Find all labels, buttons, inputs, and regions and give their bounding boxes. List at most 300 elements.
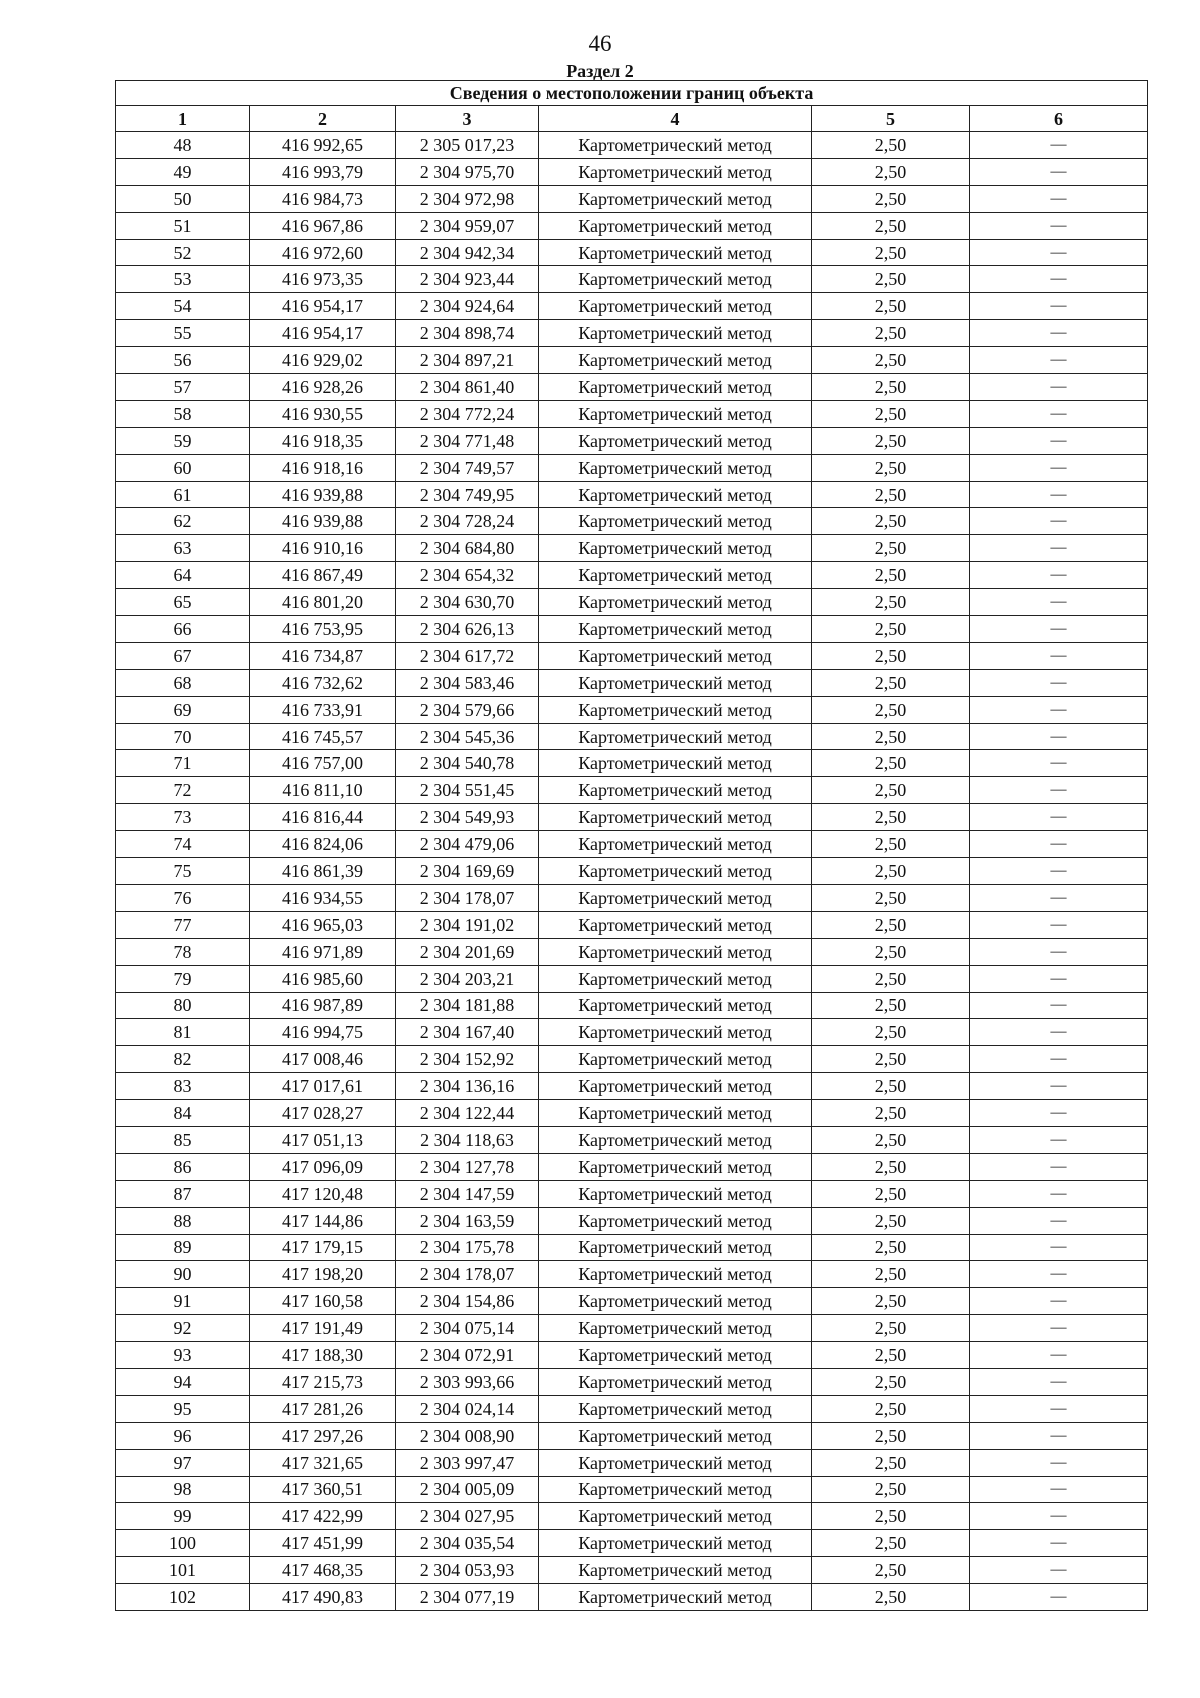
method-cell: Картометрический метод [539,1019,812,1046]
method-cell: Картометрический метод [539,535,812,562]
description-cell: — [970,1557,1148,1584]
accuracy-cell: 2,50 [812,454,970,481]
description-cell: — [970,266,1148,293]
accuracy-cell: 2,50 [812,965,970,992]
y-coordinate-cell: 2 304 008,90 [396,1422,539,1449]
description-cell: — [970,427,1148,454]
description-cell: — [970,723,1148,750]
accuracy-cell: 2,50 [812,1530,970,1557]
description-cell: — [970,239,1148,266]
accuracy-cell: 2,50 [812,1180,970,1207]
accuracy-cell: 2,50 [812,374,970,401]
point-number-cell: 56 [116,347,250,374]
table-row [116,132,1148,159]
point-number-cell: 78 [116,938,250,965]
table-row [116,1530,1148,1557]
table-row [116,1288,1148,1315]
point-number-cell: 49 [116,158,250,185]
description-cell: — [970,1584,1148,1611]
description-cell: — [970,589,1148,616]
accuracy-cell: 2,50 [812,212,970,239]
method-cell: Картометрический метод [539,696,812,723]
column-number-row [116,106,1148,132]
method-cell: Картометрический метод [539,911,812,938]
accuracy-cell: 2,50 [812,804,970,831]
y-coordinate-cell: 2 304 024,14 [396,1395,539,1422]
y-coordinate-cell: 2 304 551,45 [396,777,539,804]
x-coordinate-cell: 416 954,17 [250,293,396,320]
method-cell: Картометрический метод [539,347,812,374]
y-coordinate-cell: 2 304 072,91 [396,1342,539,1369]
method-cell: Картометрический метод [539,616,812,643]
point-number-cell: 58 [116,400,250,427]
description-cell: — [970,454,1148,481]
table-row [116,1315,1148,1342]
accuracy-cell: 2,50 [812,1153,970,1180]
y-coordinate-cell: 2 304 163,59 [396,1207,539,1234]
accuracy-cell: 2,50 [812,1019,970,1046]
table-row [116,696,1148,723]
table-row [116,1126,1148,1153]
method-cell: Картометрический метод [539,1368,812,1395]
table-row [116,1073,1148,1100]
accuracy-cell: 2,50 [812,1422,970,1449]
point-number-cell: 72 [116,777,250,804]
y-coordinate-cell: 2 304 583,46 [396,669,539,696]
y-coordinate-cell: 2 303 997,47 [396,1449,539,1476]
accuracy-cell: 2,50 [812,1100,970,1127]
point-number-cell: 65 [116,589,250,616]
point-number-cell: 50 [116,185,250,212]
accuracy-cell: 2,50 [812,669,970,696]
y-coordinate-cell: 2 304 175,78 [396,1234,539,1261]
point-number-cell: 94 [116,1368,250,1395]
table-row [116,454,1148,481]
table-row [116,642,1148,669]
y-coordinate-cell: 2 304 972,98 [396,185,539,212]
method-cell: Картометрический метод [539,1557,812,1584]
x-coordinate-cell: 416 733,91 [250,696,396,723]
description-cell: — [970,1476,1148,1503]
point-number-cell: 92 [116,1315,250,1342]
column-header: 5 [812,106,970,132]
accuracy-cell: 2,50 [812,1368,970,1395]
x-coordinate-cell: 417 028,27 [250,1100,396,1127]
method-cell: Картометрический метод [539,132,812,159]
y-coordinate-cell: 2 304 898,74 [396,320,539,347]
accuracy-cell: 2,50 [812,185,970,212]
description-cell: — [970,1530,1148,1557]
method-cell: Картометрический метод [539,777,812,804]
x-coordinate-cell: 417 096,09 [250,1153,396,1180]
table-row [116,777,1148,804]
accuracy-cell: 2,50 [812,992,970,1019]
description-cell: — [970,562,1148,589]
description-cell: — [970,1368,1148,1395]
point-number-cell: 75 [116,858,250,885]
method-cell: Картометрический метод [539,266,812,293]
point-number-cell: 90 [116,1261,250,1288]
accuracy-cell: 2,50 [812,938,970,965]
x-coordinate-cell: 416 753,95 [250,616,396,643]
accuracy-cell: 2,50 [812,1557,970,1584]
method-cell: Картометрический метод [539,1073,812,1100]
point-number-cell: 88 [116,1207,250,1234]
accuracy-cell: 2,50 [812,1073,970,1100]
table-row [116,750,1148,777]
table-row [116,1342,1148,1369]
x-coordinate-cell: 416 934,55 [250,884,396,911]
y-coordinate-cell: 2 304 654,32 [396,562,539,589]
method-cell: Картометрический метод [539,1503,812,1530]
description-cell: — [970,293,1148,320]
description-cell: — [970,1503,1148,1530]
table-row [116,1261,1148,1288]
table-caption: Сведения о местоположении границ объекта [116,81,1148,106]
description-cell: — [970,1046,1148,1073]
y-coordinate-cell: 2 304 684,80 [396,535,539,562]
accuracy-cell: 2,50 [812,1584,970,1611]
method-cell: Картометрический метод [539,239,812,266]
y-coordinate-cell: 2 304 617,72 [396,642,539,669]
method-cell: Картометрический метод [539,1046,812,1073]
description-cell: — [970,750,1148,777]
table-row [116,1395,1148,1422]
point-number-cell: 87 [116,1180,250,1207]
description-cell: — [970,992,1148,1019]
point-number-cell: 98 [116,1476,250,1503]
x-coordinate-cell: 416 732,62 [250,669,396,696]
method-cell: Картометрический метод [539,1395,812,1422]
y-coordinate-cell: 2 304 861,40 [396,374,539,401]
table-row [116,320,1148,347]
x-coordinate-cell: 417 297,26 [250,1422,396,1449]
table-caption-row [116,81,1148,106]
x-coordinate-cell: 416 811,10 [250,777,396,804]
y-coordinate-cell: 2 304 579,66 [396,696,539,723]
method-cell: Картометрический метод [539,1153,812,1180]
accuracy-cell: 2,50 [812,1449,970,1476]
x-coordinate-cell: 416 918,16 [250,454,396,481]
point-number-cell: 81 [116,1019,250,1046]
point-number-cell: 99 [116,1503,250,1530]
description-cell: — [970,1315,1148,1342]
method-cell: Картометрический метод [539,1449,812,1476]
description-cell: — [970,1288,1148,1315]
description-cell: — [970,347,1148,374]
point-number-cell: 84 [116,1100,250,1127]
accuracy-cell: 2,50 [812,642,970,669]
y-coordinate-cell: 2 304 771,48 [396,427,539,454]
x-coordinate-cell: 417 191,49 [250,1315,396,1342]
boundary-coordinates-table [115,80,1148,1611]
accuracy-cell: 2,50 [812,481,970,508]
table-row [116,239,1148,266]
x-coordinate-cell: 416 930,55 [250,400,396,427]
method-cell: Картометрический метод [539,212,812,239]
accuracy-cell: 2,50 [812,400,970,427]
y-coordinate-cell: 2 304 749,95 [396,481,539,508]
page-number: 46 [588,31,612,56]
description-cell: — [970,911,1148,938]
x-coordinate-cell: 416 985,60 [250,965,396,992]
description-cell: — [970,1422,1148,1449]
y-coordinate-cell: 2 304 035,54 [396,1530,539,1557]
x-coordinate-cell: 416 929,02 [250,347,396,374]
y-coordinate-cell: 2 304 749,57 [396,454,539,481]
point-number-cell: 64 [116,562,250,589]
x-coordinate-cell: 416 993,79 [250,158,396,185]
method-cell: Картометрический метод [539,481,812,508]
point-number-cell: 82 [116,1046,250,1073]
y-coordinate-cell: 2 304 027,95 [396,1503,539,1530]
x-coordinate-cell: 416 984,73 [250,185,396,212]
x-coordinate-cell: 416 801,20 [250,589,396,616]
point-number-cell: 54 [116,293,250,320]
description-cell: — [970,1342,1148,1369]
accuracy-cell: 2,50 [812,239,970,266]
y-coordinate-cell: 2 304 540,78 [396,750,539,777]
point-number-cell: 62 [116,508,250,535]
table-row [116,884,1148,911]
table-row [116,562,1148,589]
method-cell: Картометрический метод [539,669,812,696]
accuracy-cell: 2,50 [812,884,970,911]
accuracy-cell: 2,50 [812,696,970,723]
accuracy-cell: 2,50 [812,589,970,616]
method-cell: Картометрический метод [539,804,812,831]
y-coordinate-cell: 2 304 147,59 [396,1180,539,1207]
x-coordinate-cell: 417 490,83 [250,1584,396,1611]
table-row [116,535,1148,562]
y-coordinate-cell: 2 304 549,93 [396,804,539,831]
accuracy-cell: 2,50 [812,1476,970,1503]
point-number-cell: 102 [116,1584,250,1611]
table-row [116,212,1148,239]
method-cell: Картометрический метод [539,884,812,911]
point-number-cell: 59 [116,427,250,454]
accuracy-cell: 2,50 [812,562,970,589]
point-number-cell: 48 [116,132,250,159]
description-cell: — [970,481,1148,508]
table-row [116,1476,1148,1503]
table-row [116,669,1148,696]
table-row [116,1368,1148,1395]
table-row [116,1153,1148,1180]
y-coordinate-cell: 2 304 053,93 [396,1557,539,1584]
point-number-cell: 89 [116,1234,250,1261]
description-cell: — [970,777,1148,804]
x-coordinate-cell: 417 422,99 [250,1503,396,1530]
table-row [116,1046,1148,1073]
description-cell: — [970,374,1148,401]
y-coordinate-cell: 2 304 154,86 [396,1288,539,1315]
accuracy-cell: 2,50 [812,723,970,750]
table-row [116,911,1148,938]
method-cell: Картометрический метод [539,1584,812,1611]
x-coordinate-cell: 416 745,57 [250,723,396,750]
y-coordinate-cell: 2 304 626,13 [396,616,539,643]
y-coordinate-cell: 2 304 118,63 [396,1126,539,1153]
table-row [116,616,1148,643]
x-coordinate-cell: 416 824,06 [250,831,396,858]
table-row [116,858,1148,885]
x-coordinate-cell: 417 321,65 [250,1449,396,1476]
table-row [116,1234,1148,1261]
point-number-cell: 76 [116,884,250,911]
description-cell: — [970,1100,1148,1127]
description-cell: — [970,1180,1148,1207]
table-row [116,804,1148,831]
method-cell: Картометрический метод [539,858,812,885]
accuracy-cell: 2,50 [812,293,970,320]
y-coordinate-cell: 2 304 975,70 [396,158,539,185]
description-cell: — [970,884,1148,911]
accuracy-cell: 2,50 [812,132,970,159]
method-cell: Картометрический метод [539,1476,812,1503]
column-header: 6 [970,106,1148,132]
description-cell: — [970,669,1148,696]
y-coordinate-cell: 2 304 203,21 [396,965,539,992]
accuracy-cell: 2,50 [812,911,970,938]
x-coordinate-cell: 416 965,03 [250,911,396,938]
y-coordinate-cell: 2 304 178,07 [396,1261,539,1288]
y-coordinate-cell: 2 304 942,34 [396,239,539,266]
table-row [116,266,1148,293]
y-coordinate-cell: 2 304 136,16 [396,1073,539,1100]
accuracy-cell: 2,50 [812,777,970,804]
point-number-cell: 74 [116,831,250,858]
point-number-cell: 85 [116,1126,250,1153]
table-row [116,185,1148,212]
method-cell: Картометрический метод [539,750,812,777]
description-cell: — [970,831,1148,858]
description-cell: — [970,132,1148,159]
method-cell: Картометрический метод [539,1234,812,1261]
x-coordinate-cell: 417 215,73 [250,1368,396,1395]
table-row [116,374,1148,401]
method-cell: Картометрический метод [539,400,812,427]
table-row [116,1584,1148,1611]
y-coordinate-cell: 2 304 479,06 [396,831,539,858]
x-coordinate-cell: 417 017,61 [250,1073,396,1100]
x-coordinate-cell: 416 972,60 [250,239,396,266]
y-coordinate-cell: 2 304 545,36 [396,723,539,750]
table-row [116,938,1148,965]
x-coordinate-cell: 416 734,87 [250,642,396,669]
accuracy-cell: 2,50 [812,508,970,535]
point-number-cell: 91 [116,1288,250,1315]
y-coordinate-cell: 2 304 127,78 [396,1153,539,1180]
x-coordinate-cell: 417 281,26 [250,1395,396,1422]
column-header: 1 [116,106,250,132]
y-coordinate-cell: 2 304 181,88 [396,992,539,1019]
point-number-cell: 57 [116,374,250,401]
accuracy-cell: 2,50 [812,1261,970,1288]
point-number-cell: 83 [116,1073,250,1100]
description-cell: — [970,696,1148,723]
x-coordinate-cell: 416 939,88 [250,508,396,535]
accuracy-cell: 2,50 [812,1342,970,1369]
accuracy-cell: 2,50 [812,750,970,777]
y-coordinate-cell: 2 304 924,64 [396,293,539,320]
description-cell: — [970,508,1148,535]
method-cell: Картометрический метод [539,938,812,965]
method-cell: Картометрический метод [539,508,812,535]
table-row [116,400,1148,427]
point-number-cell: 55 [116,320,250,347]
method-cell: Картометрический метод [539,1288,812,1315]
x-coordinate-cell: 416 816,44 [250,804,396,831]
point-number-cell: 67 [116,642,250,669]
method-cell: Картометрический метод [539,427,812,454]
description-cell: — [970,185,1148,212]
method-cell: Картометрический метод [539,589,812,616]
x-coordinate-cell: 416 757,00 [250,750,396,777]
accuracy-cell: 2,50 [812,831,970,858]
method-cell: Картометрический метод [539,320,812,347]
description-cell: — [970,965,1148,992]
table-row [116,1019,1148,1046]
accuracy-cell: 2,50 [812,1126,970,1153]
y-coordinate-cell: 2 304 169,69 [396,858,539,885]
method-cell: Картометрический метод [539,1261,812,1288]
x-coordinate-cell: 416 867,49 [250,562,396,589]
point-number-cell: 79 [116,965,250,992]
method-cell: Картометрический метод [539,1180,812,1207]
accuracy-cell: 2,50 [812,427,970,454]
x-coordinate-cell: 417 179,15 [250,1234,396,1261]
x-coordinate-cell: 417 120,48 [250,1180,396,1207]
point-number-cell: 93 [116,1342,250,1369]
table-header [116,81,1148,132]
table-row [116,1100,1148,1127]
y-coordinate-cell: 2 304 005,09 [396,1476,539,1503]
x-coordinate-cell: 416 910,16 [250,535,396,562]
table-row [116,1422,1148,1449]
description-cell: — [970,320,1148,347]
point-number-cell: 97 [116,1449,250,1476]
table-row [116,589,1148,616]
description-cell: — [970,1153,1148,1180]
table-row [116,1207,1148,1234]
method-cell: Картометрический метод [539,293,812,320]
x-coordinate-cell: 417 451,99 [250,1530,396,1557]
x-coordinate-cell: 417 051,13 [250,1126,396,1153]
point-number-cell: 51 [116,212,250,239]
accuracy-cell: 2,50 [812,858,970,885]
method-cell: Картометрический метод [539,562,812,589]
x-coordinate-cell: 417 468,35 [250,1557,396,1584]
point-number-cell: 70 [116,723,250,750]
y-coordinate-cell: 2 304 178,07 [396,884,539,911]
accuracy-cell: 2,50 [812,1207,970,1234]
accuracy-cell: 2,50 [812,1315,970,1342]
accuracy-cell: 2,50 [812,158,970,185]
table-row [116,1180,1148,1207]
column-header: 4 [539,106,812,132]
table-row [116,1449,1148,1476]
table-row [116,481,1148,508]
point-number-cell: 96 [116,1422,250,1449]
table-row [116,427,1148,454]
x-coordinate-cell: 416 971,89 [250,938,396,965]
y-coordinate-cell: 2 304 122,44 [396,1100,539,1127]
table-row [116,158,1148,185]
method-cell: Картометрический метод [539,831,812,858]
x-coordinate-cell: 416 994,75 [250,1019,396,1046]
description-cell: — [970,1395,1148,1422]
